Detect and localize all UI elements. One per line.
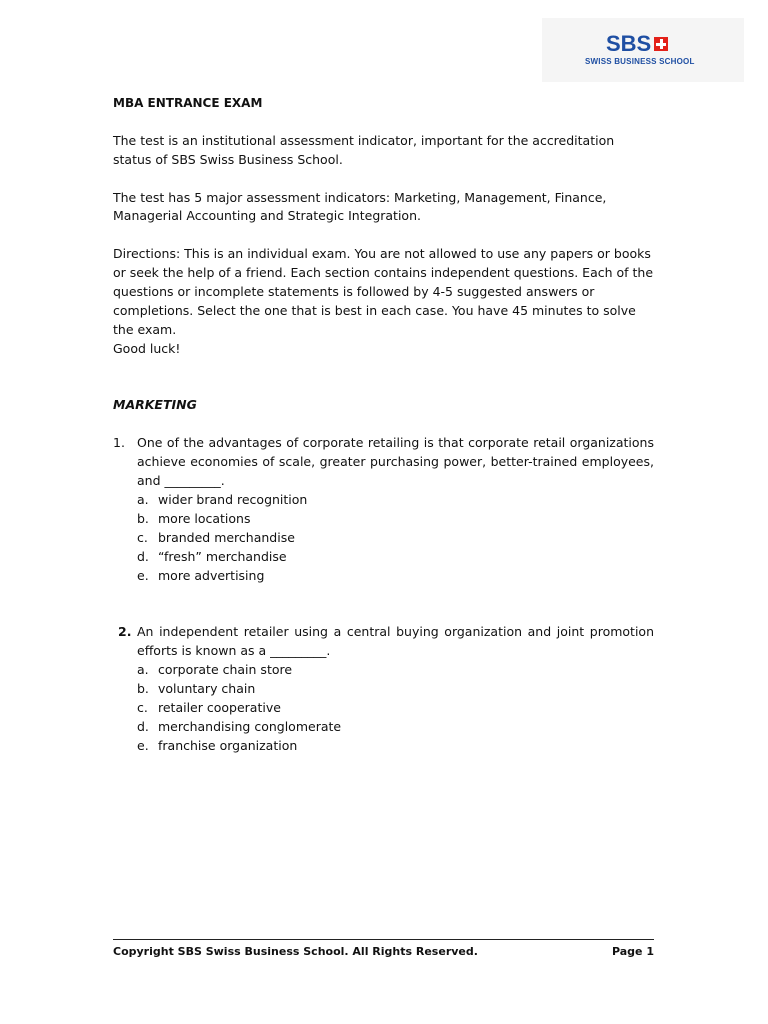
answer-options (137, 491, 654, 586)
question-text: One of the advantages of corporate retailing is that corporate retail organizations achieve economies of scale, greater purchasing power, better-trained employees, and _________. (137, 435, 654, 489)
question-number: 2. (118, 624, 132, 640)
footer-copyright: Copyright SBS Swiss Business School. All Rights Reserved. (113, 945, 478, 958)
answer-option (137, 529, 654, 548)
footer-page-number: Page 1 (611, 945, 654, 958)
option-text: voluntary chain (158, 681, 256, 696)
question-number: 1. (113, 435, 125, 451)
footer-divider (113, 939, 654, 940)
option-letter: e. (137, 737, 149, 753)
answer-option (137, 567, 654, 586)
option-text: more locations (158, 510, 251, 526)
answer-option (137, 718, 654, 737)
option-text: more advertising (158, 567, 265, 583)
question-1 (113, 434, 654, 585)
answer-option (137, 699, 654, 718)
answer-option (137, 680, 654, 699)
option-text: retailer cooperative (158, 699, 281, 715)
option-letter: d. (137, 548, 149, 564)
option-letter: c. (137, 699, 148, 715)
option-text: merchandising conglomerate (158, 718, 342, 734)
swiss-cross-icon (654, 37, 668, 51)
question-text: An independent retailer using a central buying organization and joint promotion efforts is known as a _________. (137, 624, 654, 659)
option-text: wider brand recognition (158, 491, 308, 507)
indicators-paragraph: The test has 5 major assessment indicators: Marketing, Management, Finance, Managerial Accounting and Strategic Integration. (113, 189, 607, 224)
option-text: branded merchandise (158, 529, 295, 545)
question-2 (113, 623, 654, 755)
answer-option (137, 491, 654, 510)
question-body (137, 434, 654, 585)
answer-options (137, 661, 654, 756)
question-body (137, 623, 654, 755)
intro-paragraph: The test is an institutional assessment indicator, important for the accreditation status of SBS Swiss Business School. (113, 132, 615, 167)
document-body (113, 94, 654, 756)
answer-option (137, 661, 654, 680)
section-heading: MARKETING (113, 397, 197, 413)
answer-option (137, 510, 654, 529)
option-letter: b. (137, 681, 149, 696)
directions-paragraph: Directions: This is an individual exam. You are not allowed to use any papers or books or seek the help of a friend. Each section contains independent questions. Each of the questions or incomplete statements is followed by 4-5 suggested answers or completions. Select the one that is best in each case. You have 45 minutes to solve the exam. (113, 246, 654, 337)
option-text: “fresh” merchandise (158, 548, 287, 564)
option-letter: d. (137, 718, 149, 734)
closing-line: Good luck! (113, 340, 181, 356)
answer-option (137, 737, 654, 756)
option-letter: b. (137, 510, 149, 526)
option-letter: e. (137, 567, 149, 583)
answer-option (137, 548, 654, 567)
option-letter: a. (137, 491, 149, 507)
option-text: corporate chain store (158, 662, 293, 678)
option-letter: a. (137, 662, 149, 678)
sbs-logo (542, 18, 744, 82)
logo-mark (606, 32, 668, 56)
option-text: franchise organization (158, 737, 298, 753)
logo-letters: SBS (606, 31, 652, 56)
logo-tagline: SWISS BUSINESS SCHOOL (585, 57, 695, 66)
document-title: MBA ENTRANCE EXAM (113, 96, 263, 110)
option-letter: c. (137, 529, 148, 545)
